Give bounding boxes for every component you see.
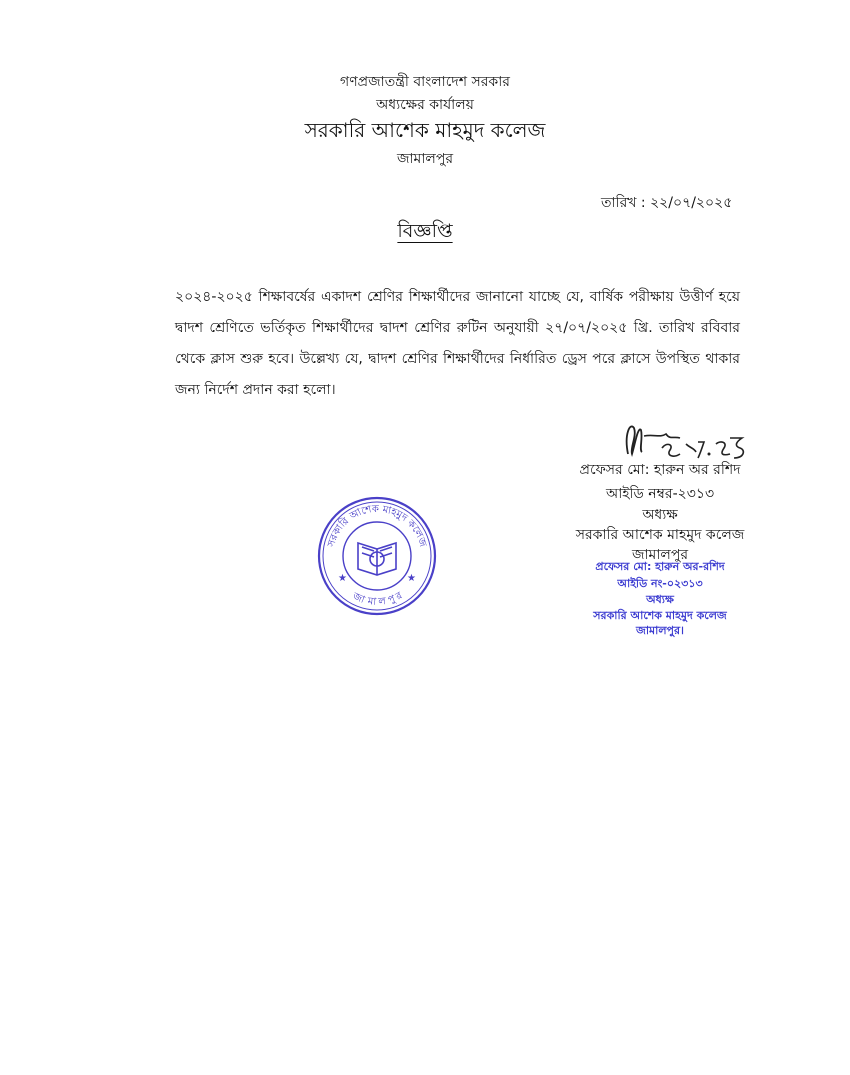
stamp-place: জামালপুর। (636, 624, 684, 637)
government-heading: গণপ্রজাতন্ত্রী বাংলাদেশ সরকার (340, 74, 510, 90)
stamp-role: অধ্যক্ষ (646, 593, 674, 606)
svg-text:জামালপুর (350, 590, 405, 608)
office-heading: অধ্যক্ষের কার্যালয় (376, 97, 474, 113)
college-name-heading: সরকারি আশেক মাহমুদ কলেজ (304, 118, 546, 142)
signatory-place: জামালপুর (631, 547, 689, 563)
notice-title (0, 217, 850, 249)
notice-title-text: বিজ্ঞপ্তি (397, 220, 453, 242)
signatory-id: আইডি নম্বর-২৩১৩ (605, 486, 715, 502)
stamp-id: আইডি নং-০২৩১৩ (617, 577, 703, 590)
signatory-college: সরকারি আশেক মাহমুদ কলেজ (575, 527, 745, 543)
college-seal-stamp (316, 495, 438, 617)
notice-body (175, 282, 740, 406)
signatory-role: অধ্যক্ষ (642, 507, 678, 523)
notice-date: তারিখ : ২২/০৭/২০২৫ (601, 195, 733, 211)
seal-book-emblem-icon (358, 543, 396, 575)
signatory-name: প্রফেসর মো: হারুন অর রশিদ (579, 462, 741, 478)
stamp-name: প্রফেসর মো: হারুন অর-রশিদ (595, 560, 725, 573)
seal-top-text: সরকারি আশেক মাহমুদ কলেজ (326, 503, 429, 549)
college-location-heading: জামালপুর (396, 151, 454, 167)
seal-bottom-text: জামালপুর (350, 590, 405, 608)
seal-star-left-icon: ★ (338, 573, 347, 584)
seal-star-right-icon: ★ (407, 573, 416, 584)
stamp-college: সরকারি আশেক মাহমুদ কলেজ (593, 609, 727, 622)
notice-body-text: ২০২৪-২০২৫ শিক্ষাবর্ষের একাদশ শ্রেণির শিক্ষার্থীদের জানানো যাচ্ছে যে, বার্ষিক পরীক্ষায় উত্তীর্ণ হয়ে দ্বাদশ শ্রেণিতে ভর্তিকৃত শিক্ষার্থীদের দ্বাদশ শ্রেণির রুটিন অনুযায়ী ২৭/০৭/২০২৫ খ্রি. তারিখ রবিবার থেকে ক্লাস শুরু হবে। উল্লেখ্য যে, দ্বাদশ শ্রেণির শিক্ষার্থীদের নির্ধারিত ড্রেস পরে ক্লাসে উপস্থিত থাকার জন্য নির্দেশ প্রদান করা হলো। (175, 289, 740, 398)
